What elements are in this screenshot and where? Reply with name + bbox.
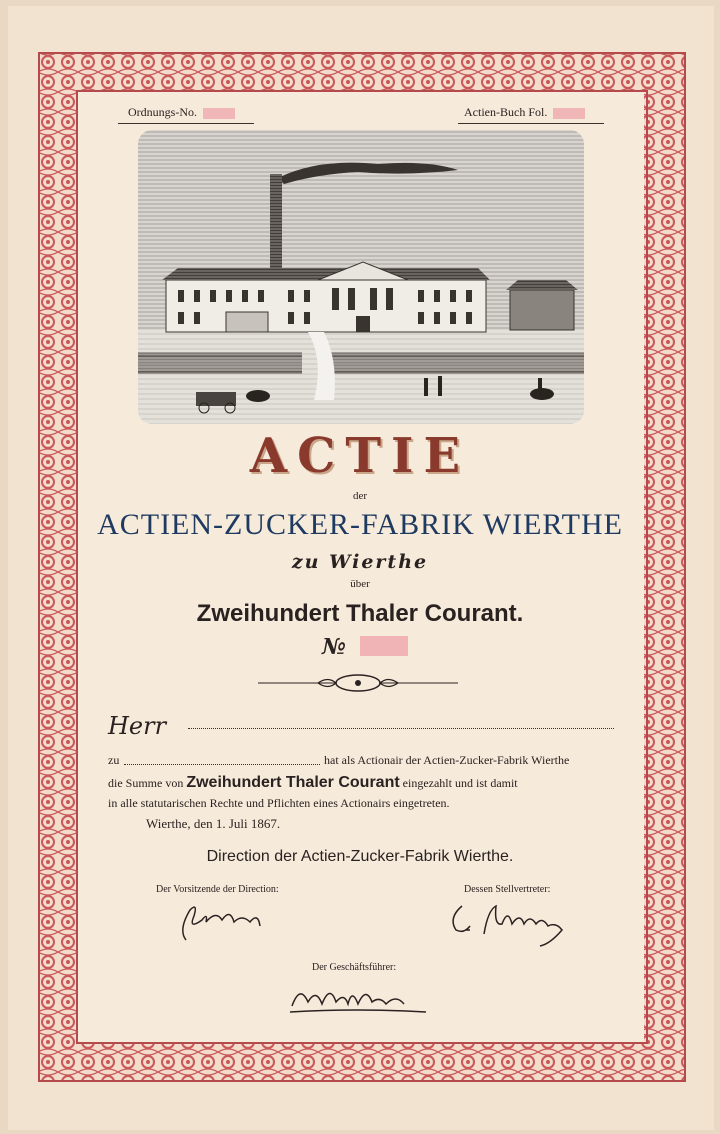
body-line-1: hat als Actionair der Actien-Zucker-Fabrik Wierthe bbox=[324, 753, 570, 767]
issue-date: Wierthe, den 1. Juli 1867. bbox=[146, 816, 281, 831]
ordnungs-rule bbox=[118, 123, 254, 124]
share-number-stamp bbox=[360, 636, 408, 656]
certificate-title: ACTIE bbox=[249, 428, 471, 484]
deputy-signature bbox=[444, 896, 574, 952]
body-line-2a: die Summe von bbox=[108, 776, 184, 790]
actienbuch-rule bbox=[458, 123, 604, 124]
herr-label: Herr bbox=[108, 712, 167, 740]
manager-signature bbox=[286, 978, 436, 1018]
actienbuch-label: Actien-Buch Fol. bbox=[464, 105, 548, 119]
holder-name-line bbox=[188, 728, 614, 729]
ordnungs-field bbox=[128, 105, 235, 120]
holder-place-line bbox=[124, 764, 320, 765]
company-name: ACTIEN-ZUCKER-FABRIK WIERTHE bbox=[97, 508, 623, 541]
direction-heading: Direction der Actien-Zucker-Fabrik Wierthe. bbox=[206, 848, 514, 865]
chair-signature bbox=[172, 900, 272, 950]
company-location: zu Wierthe bbox=[291, 551, 429, 573]
manager-label: Der Geschäftsführer: bbox=[312, 962, 397, 973]
share-amount: Zweihundert Thaler Courant. bbox=[196, 600, 524, 627]
body-line-2 bbox=[108, 774, 518, 792]
body-line-2b: eingezahlt und ist damit bbox=[402, 776, 518, 790]
ordnungs-stamp bbox=[203, 108, 235, 119]
share-number-label: № bbox=[322, 634, 346, 660]
chair-label: Der Vorsitzende der Direction: bbox=[156, 884, 279, 895]
zu-label: zu bbox=[108, 753, 120, 767]
body-line-2-amount: Zweihundert Thaler Courant bbox=[186, 774, 400, 791]
title-ueber: über bbox=[350, 578, 370, 590]
actienbuch-stamp bbox=[553, 108, 585, 119]
ordnungs-label: Ordnungs-No. bbox=[128, 105, 197, 119]
deputy-label: Dessen Stellvertreter: bbox=[464, 884, 551, 895]
divider-ornament bbox=[258, 672, 458, 694]
title-der: der bbox=[352, 490, 368, 502]
factory-engraving bbox=[138, 130, 584, 424]
actienbuch-field bbox=[464, 105, 585, 120]
body-line-3: in alle statutarischen Rechte und Pflichten eines Actionairs eingetreten. bbox=[108, 796, 450, 810]
